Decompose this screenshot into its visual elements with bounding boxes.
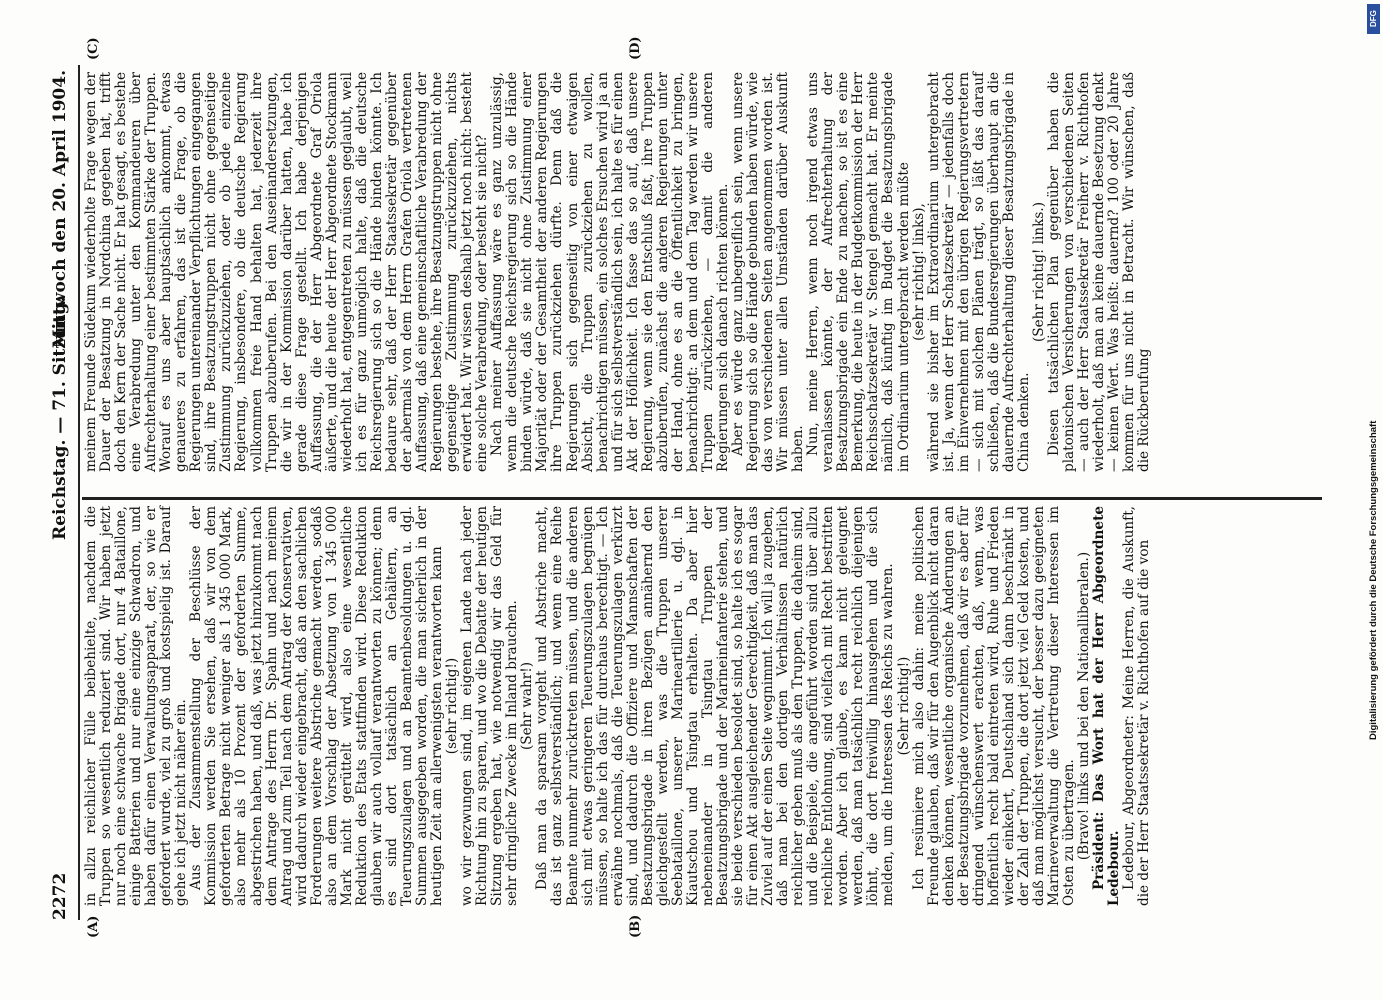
paragraph: während sie bisher im Extraordinarium untergebracht ist. Ja, wenn der Herr Schatzsekretär — jedenfalls doch im Einvernehmen mit den übrigen Regierungsvertretern — sich mit solchen Plänen trägt, so läßt das darauf schließen, daß die Bundesregierungen überhaupt an die dauernde Aufrechterhaltung dieser Besatzungsbrigade in China denken. — [925, 72, 1032, 472]
interjection: (sehr richtig!) — [444, 657, 461, 755]
speaker-paragraph: Ledebour, Abgeordneter: Meine Herren, die Auskunft, die der Herr Staatssekretär v. Richthofen auf die von — [1121, 506, 1153, 906]
interjection: (Sehr wahr!) — [519, 662, 536, 750]
margin-marker-b: (B) — [628, 914, 643, 938]
margin-marker-d: (D) — [628, 36, 643, 60]
paragraph: meinem Freunde Südekum wiederholte Frage wegen der Dauer der Besatzung in Nordchina gegeben hat, trifft doch den Kern der Sache nicht. Er hat gesagt, es bestehe eine Verabredung unter den Kommandeuren über Aufrechterhaltung einer bestimmten Stärke der Truppen. Worauf es uns aber hauptsächlich ankommt, etwas genaueres zu erfahren, das ist die Frage, ob die Regierungen untereinander Verpflichtungen eingegangen sind, ihre Besatzungstruppen nicht ohne gegenseitige Zustimmung zurückzuziehen, oder ob jede einzelne Regierung, insbesondere, ob die deutsche Regierung vollkommen freie Hand behalten hat, jederzeit ihre Truppen abzuberufen. Bei den Auseinandersetzungen, die wir in der Kommission darüber hatten, habe ich gerade diese Frage gestellt. Ich habe derjenigen Auffassung, die der Herr Abgeordnete Graf Oriola äußerte, und die heute der Herr Abgeordnete Stockmann wiederholt hat, entgegentreten zu müssen geglaubt, weil ich es für ganz unmöglich halte, daß die deutsche Reichsregierung sich so die Hände binden könnte. Ich bedaure sehr, daß der Herr Staatssekretär gegenüber der abermals von dem Herrn Grafen Oriola vertretenen Auffassung, daß eine gemeinschaftliche Verabredung der Regierungen bestehe, ihre Besatzungstruppen nicht ohne gegenseitige Zustimmung zurückzuziehen, nichts erwidert hat. Wir wissen deshalb jetzt noch nicht: besteht eine solche Verabredung, oder besteht sie nicht? — [83, 71, 491, 472]
page-number: 2272 — [50, 872, 70, 920]
interjection: (Bravo! links und bei den Nationalliberalen.) — [1076, 551, 1093, 861]
interjection: (Sehr richtig! links.) — [1030, 201, 1047, 343]
paragraph: Aus der Zusammenstellung der Beschlüsse der Kommission werden Sie ersehen, daß wir von dem geforderten Betrage nicht weniger als 1 345 000 Mark, also mehr als 10 Prozent der geforderten Summe, abgestrichen haben, und daß, was jetzt hinzukommt nach dem Antrage des Herrn Dr. Spahn und nach meinem Antrag und zum Teil nach dem Antrag der Konservativen, wird dadurch wieder eingebracht, daß an den sachlichen Forderungen weitere Abstriche gemacht werden, sodaß also an dem Vorschlag der Absetzung von 1 345 000 Mark nicht gerüttelt wird, also eine wesentliche Reduktion des Etats stattfinden wird. Diese Reduktion glauben wir auch vollauf verantworten zu können; denn es sind dort tatsächlich an Gehältern, an Teuerungszulagen und an Beamtenbesoldungen u. dgl. Summen ausgegeben worden, die man sicherlich in der heutigen Zeit am allerwenigsten verantworten kann — [188, 506, 446, 906]
header-rule — [78, 65, 80, 920]
margin-marker-c: (C) — [86, 37, 101, 60]
column-divider — [82, 497, 1322, 500]
digitization-credit: Digitalisierung gefördert durch die Deutsche Forschungsgemeinschaft — [1368, 420, 1379, 740]
left-column — [84, 506, 1152, 906]
paragraph: Diesen tatsächlichen Plan gegenüber haben die platonischen Versicherungen von verschiedenen Seiten — auch der Herr Staatssekretär Freiherr v. Richthofen wiederholt, daß man an keine dauernde Besetzung denkt — keinen Wert. Was heißt: dauernd? 100 oder 20 Jahre kommen für uns nicht in Betracht. Wir wünschen, daß die Rückberufung — [1046, 72, 1153, 472]
paragraph: Ich resümiere mich also dahin: meine politischen Freunde glauben, daß wir für den Augenblick nicht daran denken können, wesentliche organische Änderungen an der Besatzungsbrigade vorzunehmen, daß wir es aber für dringend wünschenswert erachten, daß, wenn, was hoffentlich recht bald eintreten wird, Ruhe und Frieden wieder einkehrt, Deutschland sich dann beschränkt in der Zahl der Truppen, die dort jetzt viel Geld kosten, und daß man möglichst versucht, der besser dazu geeigneten Marineverwaltung die Vertretung dieser Interessen im Osten zu übertragen. — [910, 506, 1078, 906]
page-header — [50, 70, 74, 920]
dfg-logo: DFG — [1367, 4, 1380, 34]
paragraph: wo wir gezwungen sind, im eigenen Lande nach jeder Richtung hin zu sparen, und wo die Debatte der heutigen Sitzung ergeben hat, wie notwendig wir das Geld für sehr dringliche Zwecke im Inland brauchen. — [459, 506, 521, 906]
session-date: Mittwoch den 20. April 1904. — [50, 70, 70, 349]
paragraph: in allzu reichlicher Fülle beibehielte, nachdem die Truppen so wesentlich reduziert sind. Wir haben jetzt nur noch eine schwache Brigade dort, nur 4 Bataillone, einige Batterien und nur eine einzige Schwadron, und haben dafür einen Verwaltungsapparat, der, so wie er gefordert wurde, viel zu groß und kostspielig ist. Darauf gehe ich jetzt nicht näher ein. — [83, 506, 190, 906]
interjection: (sehr richtig! links), — [910, 203, 927, 341]
paragraph: Daß man da sparsam vorgeht und Abstriche macht, das ist ganz selbstverständlich; und wenn eine Reihe Beamte nunmehr zurücktreten müssen, und die anderen sich mit etwas geringeren Teuerungszulagen begnügen müssen, so halte ich das für durchaus berechtigt. — Ich erwähne nochmals, daß die Teuerungszulagen verkürzt sind, und dadurch die Offiziere und Mannschaften der Besatzungsbrigade in ihren Bezügen annähernd den gleichgestellt werden, was die Truppen unserer Seebataillone, unserer Marineartillerie u. dgl. in Kiautschou und Tsingtau erhalten. Da aber hier nebeneinander in Tsingtau Truppen der Besatzungsbrigade und der Marineinfanterie stehen, und sie beide verschieden besoldet sind, so halte ich es sogar für einen Akt ausgleichender Gerechtigkeit, daß man das Zuviel auf der einen Seite wegnimmt. Ich will ja zugeben, daß man bei den dortigen Verhältnissen natürlich reichlicher geben muß als den Truppen, die daheim sind, und die Beispiele, die angeführt worden sind über allzu reichliche Entlohnung, sind vielfach mit Recht bestritten worden. Aber ich glaube, es kann nicht geleugnet werden, daß man tatsächlich recht reichlich diejenigen löhnt, die dort freiwillig hinausgehen und die sich melden, um die Interessen des Reichs zu wahren. — [534, 506, 897, 906]
margin-marker-a: (A) — [86, 915, 101, 938]
right-column — [84, 72, 1152, 472]
speaker-line: Präsident: Das Wort hat der Herr Abgeordnete Ledebour. — [1091, 506, 1123, 906]
paragraph: Aber es würde ganz unbegreiflich sein, wenn unsere Regierung sich so die Hände gebunden haben würde, wie das von verschiedenen Seiten angenommen worden ist. Wir müssen unter allen Umständen darüber Auskunft haben. — [730, 72, 807, 472]
interjection: (Sehr richtig!) — [895, 656, 912, 756]
paragraph: Nach meiner Auffassung wäre es ganz unzulässig, wenn die deutsche Reichsregierung sich so die Hände binden würde, daß sie nicht ohne Zustimmung einer Majorität oder der Gesamtheit der anderen Regierungen ihre Truppen zurückziehen dürfte. Denn daß die Regierungen sich gegenseitig von einer etwaigen Absicht, die Truppen zurückziehen zu wollen, benachrichtigen müssen, ein solches Ersuchen wird ja an und für sich selbstverständlich sein, ich halte es für einen Akt der Höflichkeit. Ich fasse das so auf, daß unsere Regierung, wenn sie den Entschluß faßt, ihre Truppen abzuberufen, zunächst die anderen Regierungen unter der Hand, ohne es an die Öffentlichkeit zu bringen, benachrichtigt: an dem und dem Tag werden wir unsere Truppen zurückziehen, — damit die anderen Regierungen sich danach richten können. — [489, 71, 731, 472]
session-title: Reichstag. — 71. Sitzung. — [50, 296, 70, 540]
paragraph: Nun, meine Herren, wenn noch irgend etwas uns veranlassen könnte, der Aufrechterhaltung der Besatzungsbrigade ein Ende zu machen, so ist es eine Bemerkung, die heute in der Budgetkommission der Herr Reichsschatzsekretär v. Stengel gemacht hat. Er meinte nämlich, daß künftig im Budget die Besatzungsbrigade im Ordinarium untergebracht werden müßte — [805, 72, 912, 472]
